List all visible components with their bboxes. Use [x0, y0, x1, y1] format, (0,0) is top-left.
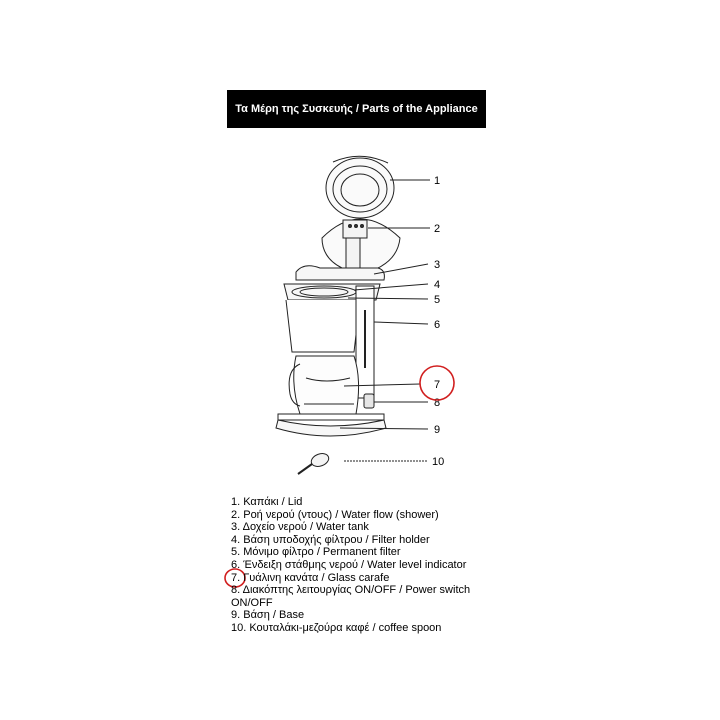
callout-6: 6 — [434, 319, 441, 331]
legend-item: 2. Ροή νερού (ντους) / Water flow (shower) — [231, 508, 439, 521]
lid-drawing — [326, 156, 394, 218]
legend-item: 4. Βάση υποδοχής φίλτρου / Filter holder — [231, 533, 430, 546]
callout-9: 9 — [434, 424, 441, 436]
leader-line-6 — [374, 322, 428, 324]
legend-item: 9. Βάση / Base — [231, 609, 305, 622]
legend-item: 7. Γυάλινη κανάτα / Glass carafe — [231, 571, 390, 584]
callout-10: 10 — [432, 456, 445, 468]
legend-item: 6. Ένδειξη στάθμης νερού / Water level indicator — [231, 558, 467, 571]
legend-item: 1. Καπάκι / Lid — [231, 496, 303, 508]
callout-1: 1 — [434, 175, 441, 187]
legend-item: 8. Διακόπτης λειτουργίας ON/OFF / Power switch — [231, 584, 471, 597]
callout-2: 2 — [434, 223, 441, 235]
glass-carafe-drawing — [289, 356, 358, 414]
callout-4: 4 — [434, 279, 441, 291]
legend-item: ON/OFF — [231, 596, 273, 609]
coffee-spoon-drawing — [298, 451, 331, 474]
page-title: Τα Μέρη της Συσκευής / Parts of the Appliance — [227, 90, 486, 128]
legend-item: 3. Δοχείο νερού / Water tank — [231, 521, 369, 534]
legend-item: 10. Κουταλάκι-μεζούρα καφέ / coffee spoon — [231, 621, 442, 634]
power-switch-drawing — [364, 394, 374, 408]
legend-item: 5. Μόνιμο φίλτρο / Permanent filter — [231, 546, 401, 559]
callout-3: 3 — [434, 259, 441, 271]
callout-7: 7 — [434, 379, 441, 391]
water-flow-shower-drawing — [322, 219, 400, 274]
water-tank-top-drawing — [296, 266, 384, 280]
callout-5: 5 — [434, 294, 441, 306]
parts-legend — [231, 496, 531, 635]
callout-8: 8 — [434, 397, 441, 409]
